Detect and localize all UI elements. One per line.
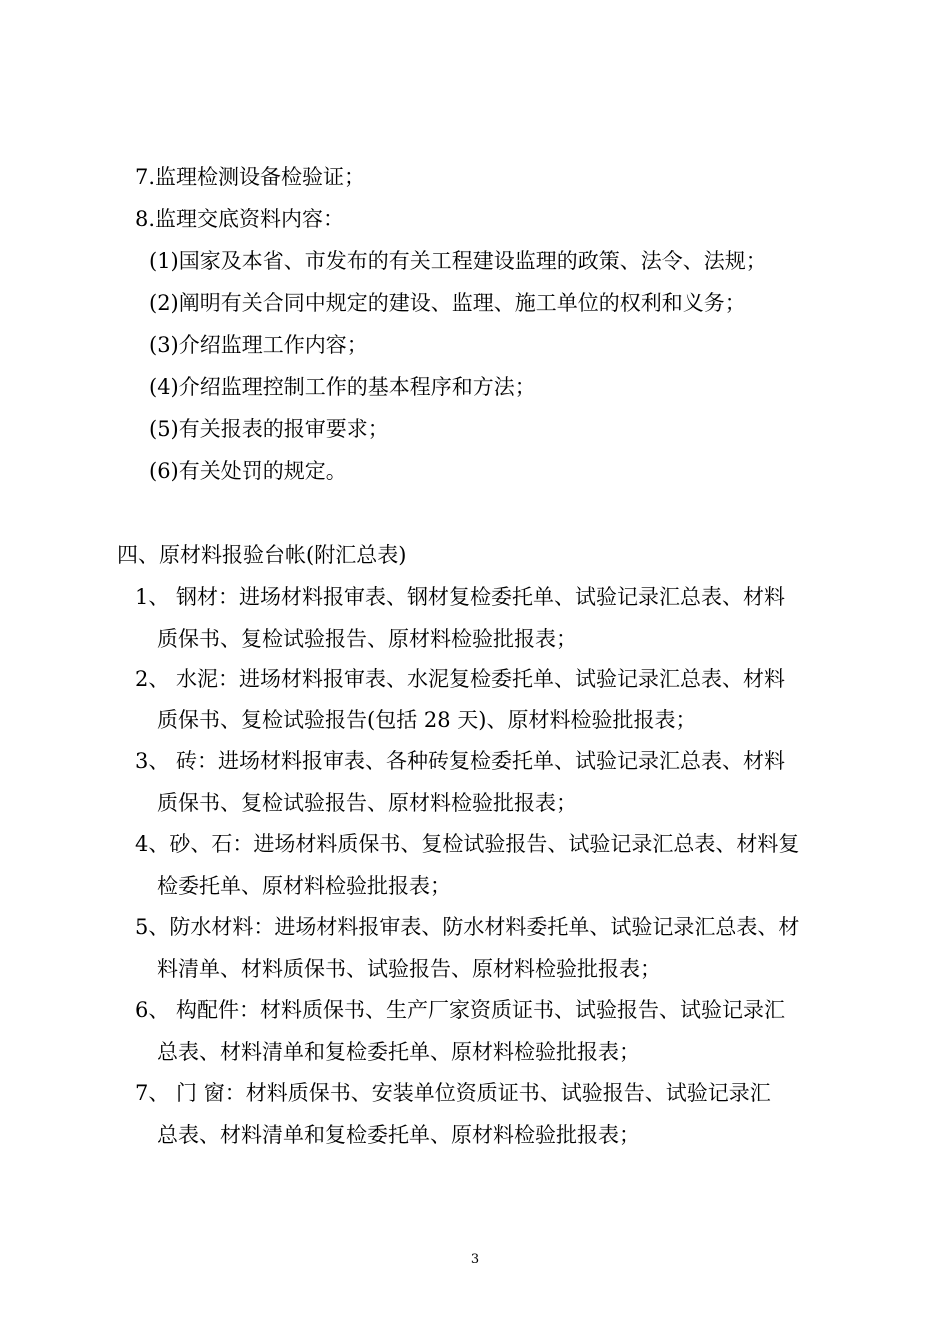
material-item-line1: 2、 水泥：进场材料报审表、水泥复检委托单、试验记录汇总表、材料 — [135, 667, 786, 691]
page-number: 3 — [470, 1252, 480, 1267]
material-item-line1: 3、 砖：进场材料报审表、各种砖复检委托单、试验记录汇总表、材料 — [135, 749, 786, 773]
sub-list-item: (5)有关报表的报审要求； — [149, 417, 389, 441]
sub-list-item: (1)国家及本省、市发布的有关工程建设监理的政策、法令、法规； — [149, 249, 767, 273]
sub-list-item: (3)介绍监理工作内容； — [149, 333, 368, 357]
material-item-line2: 质保书、复检试验报告、原材料检验批报表； — [157, 627, 577, 651]
material-item-line1: 7、 门 窗：材料质保书、安装单位资质证书、试验报告、试验记录汇 — [135, 1081, 771, 1105]
material-item-line2: 质保书、复检试验报告(包括 28 天)、原材料检验批报表； — [157, 708, 697, 732]
material-item-line2: 总表、材料清单和复检委托单、原材料检验批报表； — [157, 1040, 640, 1064]
material-item-line2: 总表、材料清单和复检委托单、原材料检验批报表； — [157, 1123, 640, 1147]
list-item: 8.监理交底资料内容： — [135, 207, 345, 231]
material-item-line1: 6、 构配件：材料质保书、生产厂家资质证书、试验报告、试验记录汇 — [135, 998, 786, 1022]
section-heading: 四、原材料报验台帐(附汇总表) — [117, 543, 407, 567]
material-item-line1: 1、 钢材：进场材料报审表、钢材复检委托单、试验记录汇总表、材料 — [135, 585, 786, 609]
sub-list-item: (4)介绍监理控制工作的基本程序和方法； — [149, 375, 536, 399]
sub-list-item: (6)有关处罚的规定。 — [149, 459, 347, 483]
material-item-line2: 料清单、材料质保书、试验报告、原材料检验批报表； — [157, 957, 661, 981]
list-item: 7.监理检测设备检验证； — [135, 165, 366, 189]
material-item-line2: 检委托单、原材料检验批报表； — [157, 874, 451, 898]
material-item-line1: 5、防水材料：进场材料报审表、防水材料委托单、试验记录汇总表、材 — [135, 915, 800, 939]
sub-list-item: (2)阐明有关合同中规定的建设、监理、施工单位的权利和义务； — [149, 291, 746, 315]
material-item-line2: 质保书、复检试验报告、原材料检验批报表； — [157, 791, 577, 815]
material-item-line1: 4、砂、石：进场材料质保书、复检试验报告、试验记录汇总表、材料复 — [135, 832, 800, 856]
